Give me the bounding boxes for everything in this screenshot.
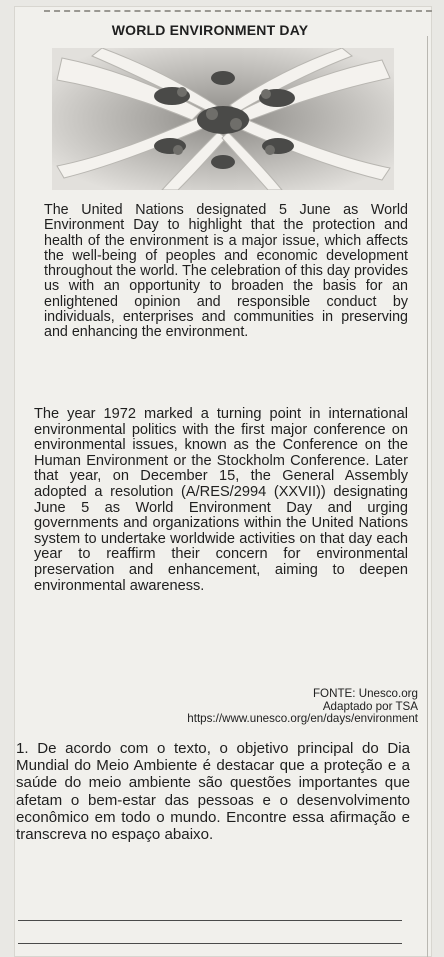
right-margin-line [427,36,428,957]
answer-line-2[interactable] [18,943,402,944]
source-fonte: FONTE: Unesco.org [312,687,418,700]
paragraph-un-designation: The United Nations designated 5 June as World Environment Day to highlight that the protection and health of the environment is a major issue, which affects the well-being of peoples and economic development throughout the world. The celebration of this day provides us with an opportunity to broaden the basis for an enlightened opinion and responsible conduct by individuals, enterprises and communities in preserving and enhancing the environment. [44,202,408,341]
source-adapted: Adaptado por TSA [322,699,418,713]
source-url: https://www.unesco.org/en/days/environment [187,712,418,726]
answer-line-1[interactable] [18,920,402,921]
hands-holding-plants-image [52,48,394,190]
source-citation [187,688,418,726]
question-1: 1. De acordo com o texto, o objetivo principal do Dia Mundial do Meio Ambiente é destacar que a proteção e a saúde do meio ambiente são questões importantes que afetam o bem-estar das pessoas e o desenvolvimento econômico em todo o mundo. Encontre essa afirmação e transcreva no espaço abaixo. [16,740,410,844]
dashed-top-border [44,10,432,12]
paragraph-stockholm-conference: The year 1972 marked a turning point in international environmental politics with the first major conference on environmental issues, known as the Conference on the Human Environment or the Stockholm Conference. Later that year, on December 15, the General Assembly adopted a resolution (A/RES/2994 (XXVII)) designating June 5 as World Environment Day and urging governments and organizations within the United Nations system to undertake worldwide activities on that day each year to reaffirm their concern for environmental preservation and enhancement, aiming to deepen environmental awareness. [34,406,408,594]
page-title: WORLD ENVIRONMENT DAY [111,22,309,38]
